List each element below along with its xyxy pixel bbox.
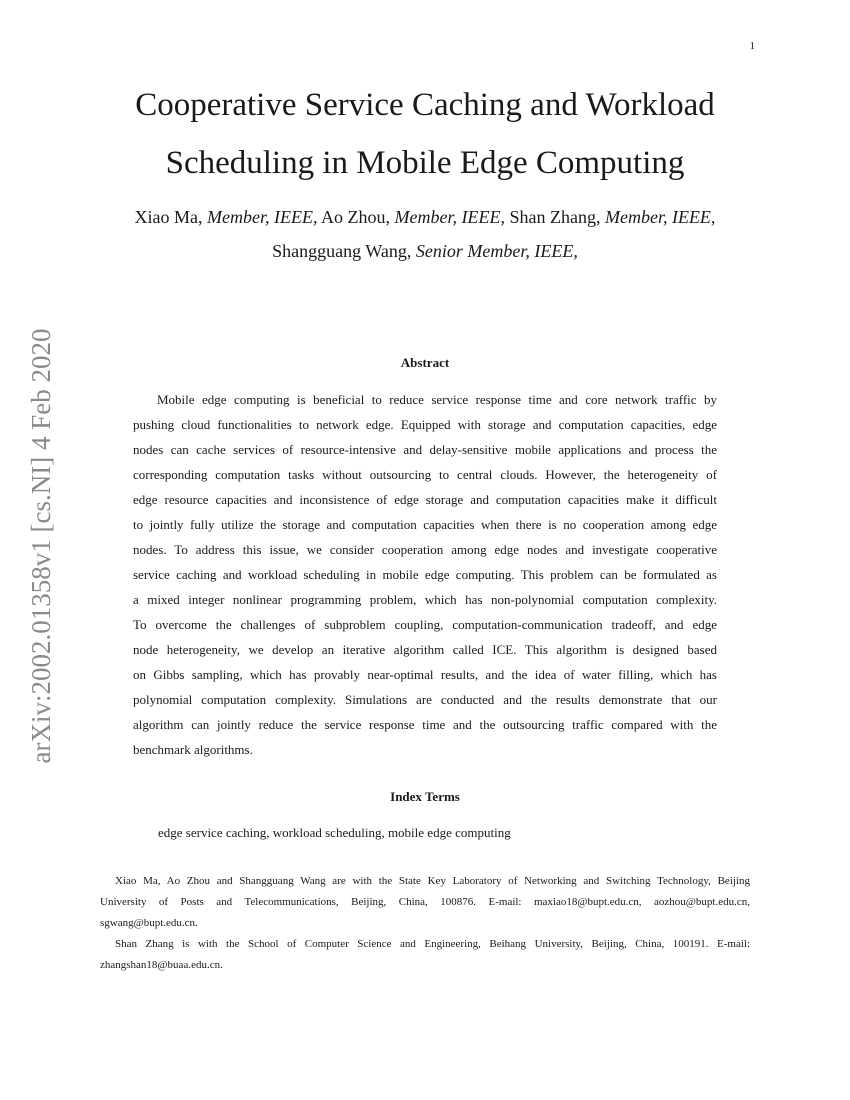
author-name: Ao Zhou,	[321, 207, 391, 227]
arxiv-identifier: arXiv:2002.01358v1 [cs.NI] 4 Feb 2020	[26, 328, 56, 764]
abstract-line: benchmark algorithms.	[133, 742, 253, 757]
author-name: Xiao Ma,	[134, 207, 203, 227]
footnote-line: Shan Zhang is with the School of Computer Science and Engineering, Beihang University, Beijing, China, 100191. E-mail:	[115, 938, 750, 950]
abstract-line: node heterogeneity, we develop an iterative algorithm called ICE. This algorithm is designed based	[133, 642, 717, 657]
page-number: 1	[749, 40, 755, 52]
author-role: Member, IEEE,	[207, 207, 318, 227]
abstract-line: nodes. To address this issue, we consider cooperation among edge nodes and investigate cooperative	[133, 542, 717, 557]
abstract-line: a mixed integer nonlinear programming problem, which has non-polynomial computation complexity.	[133, 592, 717, 607]
abstract-line: to jointly fully utilize the storage and computation capacities when there is no cooperation among edge	[133, 517, 717, 532]
footnote-affiliation	[100, 934, 750, 976]
title-line: Cooperative Service Caching and Workload	[135, 87, 715, 123]
abstract-line: To overcome the challenges of subproblem coupling, computation-communication tradeoff, and edge	[133, 617, 717, 632]
author-role: Senior Member, IEEE,	[415, 241, 578, 261]
abstract-line: Mobile edge computing is beneficial to reduce service response time and core network traffic by	[157, 392, 717, 407]
footnote-line: Xiao Ma, Ao Zhou and Shangguang Wang are with the State Key Laboratory of Networking and Switching Technology, Beijing	[115, 875, 750, 887]
abstract-line: pushing cloud functionalities to network edge. Equipped with storage and computation capacities, edge	[133, 417, 717, 432]
author-name: Shangguang Wang,	[272, 241, 412, 261]
abstract-line: nodes can cache services of resource-intensive and delay-sensitive mobile applications and process the	[133, 442, 717, 457]
author-line	[80, 234, 770, 268]
abstract-line: edge resource capacities and inconsistence of edge storage and computation capacities make it difficult	[133, 492, 717, 507]
footnote-affiliation	[100, 871, 750, 934]
footnote-line: University of Posts and Telecommunications, Beijing, China, 100876. E-mail: maxiao18@bupt.edu.cn, aozhou@bupt.edu.cn,	[100, 896, 750, 908]
footnote-line: sgwang@bupt.edu.cn.	[100, 917, 198, 929]
index-terms-text: edge service caching, workload scheduling, mobile edge computing	[158, 825, 511, 840]
abstract-heading: Abstract	[400, 355, 450, 370]
author-list	[80, 200, 770, 268]
abstract-line: on Gibbs sampling, which has provably near-optimal results, and the idea of water filling, which has	[133, 667, 717, 682]
author-role: Member, IEEE,	[604, 207, 716, 227]
footnote-line: zhangshan18@buaa.edu.cn.	[100, 959, 223, 971]
author-role: Member, IEEE,	[394, 207, 505, 227]
author-line	[80, 200, 770, 234]
abstract-line: algorithm can jointly reduce the service response time and the outsourcing traffic compared with the	[133, 717, 717, 732]
author-name: Shan Zhang,	[509, 207, 601, 227]
title-line: Scheduling in Mobile Edge Computing	[165, 145, 685, 181]
abstract-line: corresponding computation tasks without outsourcing to central clouds. However, the heterogeneity of	[133, 467, 717, 482]
abstract-body	[133, 387, 717, 762]
abstract-line: service caching and workload scheduling in mobile edge computing. This problem can be formulated as	[133, 567, 717, 582]
index-terms-heading: Index Terms	[390, 789, 460, 804]
paper-title	[90, 76, 760, 192]
abstract-line: polynomial computation complexity. Simulations are conducted and the results demonstrate that our	[133, 692, 717, 707]
